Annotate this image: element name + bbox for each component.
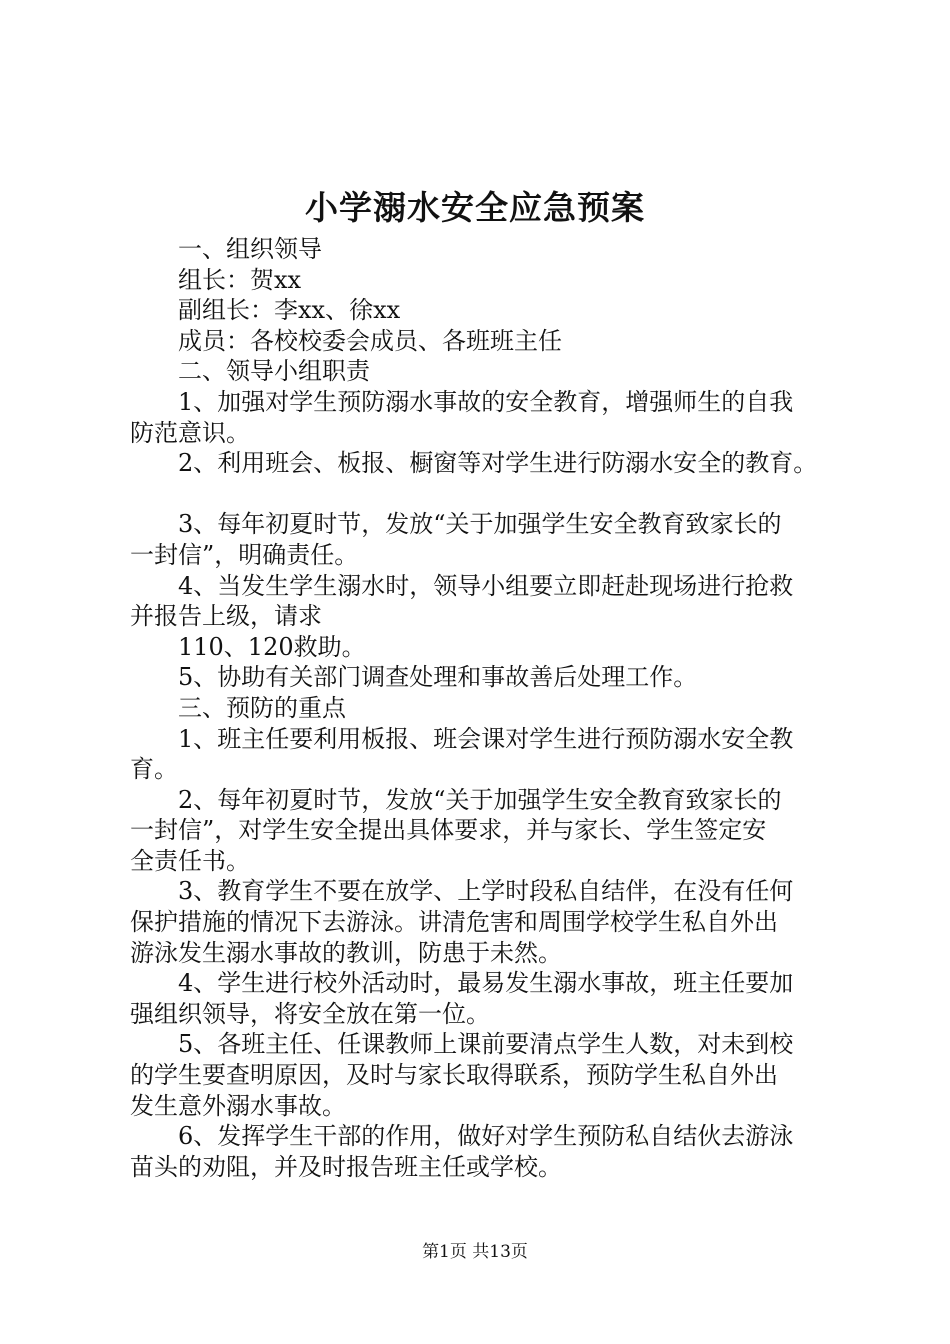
document-title: 小学溺水安全应急预案 — [305, 188, 645, 227]
page-footer: 第1页 共13页 — [422, 1242, 528, 1262]
text-line: 并报告上级，请求 — [130, 602, 322, 631]
text-line: 2、利用班会、板报、橱窗等对学生进行防溺水安全的教育。 — [178, 449, 818, 478]
section-heading-prevention: 三、预防的重点 — [178, 693, 346, 722]
section-heading-organization: 一、组织领导 — [178, 235, 322, 263]
text-line: 5、协助有关部门调查处理和事故善后处理工作。 — [178, 663, 698, 692]
text-line: 育。 — [130, 755, 178, 784]
section-heading-duties: 二、领导小组职责 — [178, 357, 370, 386]
text-line: 发生意外溺水事故。 — [130, 1091, 346, 1120]
text-line: 副组长：李xx、徐xx — [178, 296, 401, 325]
text-line: 3、教育学生不要在放学、上学时段私自结伴，在没有任何 — [178, 877, 794, 906]
text-line: 4、当发生学生溺水时，领导小组要立即赶赴现场进行抢救 — [178, 571, 794, 600]
text-line: 4、学生进行校外活动时，最易发生溺水事故，班主任要加 — [178, 969, 794, 998]
text-line: 一封信”，明确责任。 — [130, 540, 359, 569]
text-line: 3、每年初夏时节，发放“关于加强学生安全教育致家长的 — [178, 510, 782, 539]
text-line: 一封信”，对学生安全提出具体要求，并与家长、学生签定安 — [130, 816, 767, 845]
text-line: 1、加强对学生预防溺水事故的安全教育，增强师生的自我 — [178, 387, 794, 416]
text-line: 保护措施的情况下去游泳。讲清危害和周围学校学生私自外出 — [130, 908, 778, 937]
text-line: 5、各班主任、任课教师上课前要清点学生人数，对未到校 — [178, 1030, 794, 1059]
text-line: 游泳发生溺水事故的教训，防患于未然。 — [130, 938, 562, 967]
text-line: 6、发挥学生干部的作用，做好对学生预防私自结伙去游泳 — [178, 1122, 794, 1151]
text-line: 防范意识。 — [130, 418, 250, 447]
text-line: 组长：贺xx — [178, 265, 302, 294]
text-line: 2、每年初夏时节，发放“关于加强学生安全教育致家长的 — [178, 785, 782, 814]
blank-line — [130, 479, 835, 510]
text-line: 110、120救助。 — [178, 632, 366, 661]
text-line: 苗头的劝阻，并及时报告班主任或学校。 — [130, 1152, 562, 1181]
document-body — [130, 234, 835, 1182]
text-line: 的学生要查明原因，及时与家长取得联系，预防学生私自外出 — [130, 1061, 778, 1090]
text-line: 1、班主任要利用板报、班会课对学生进行预防溺水安全教 — [178, 724, 794, 753]
text-line: 全责任书。 — [130, 846, 250, 875]
text-line: 强组织领导，将安全放在第一位。 — [130, 999, 490, 1028]
text-line: 成员：各校校委会成员、各班班主任 — [178, 326, 562, 355]
